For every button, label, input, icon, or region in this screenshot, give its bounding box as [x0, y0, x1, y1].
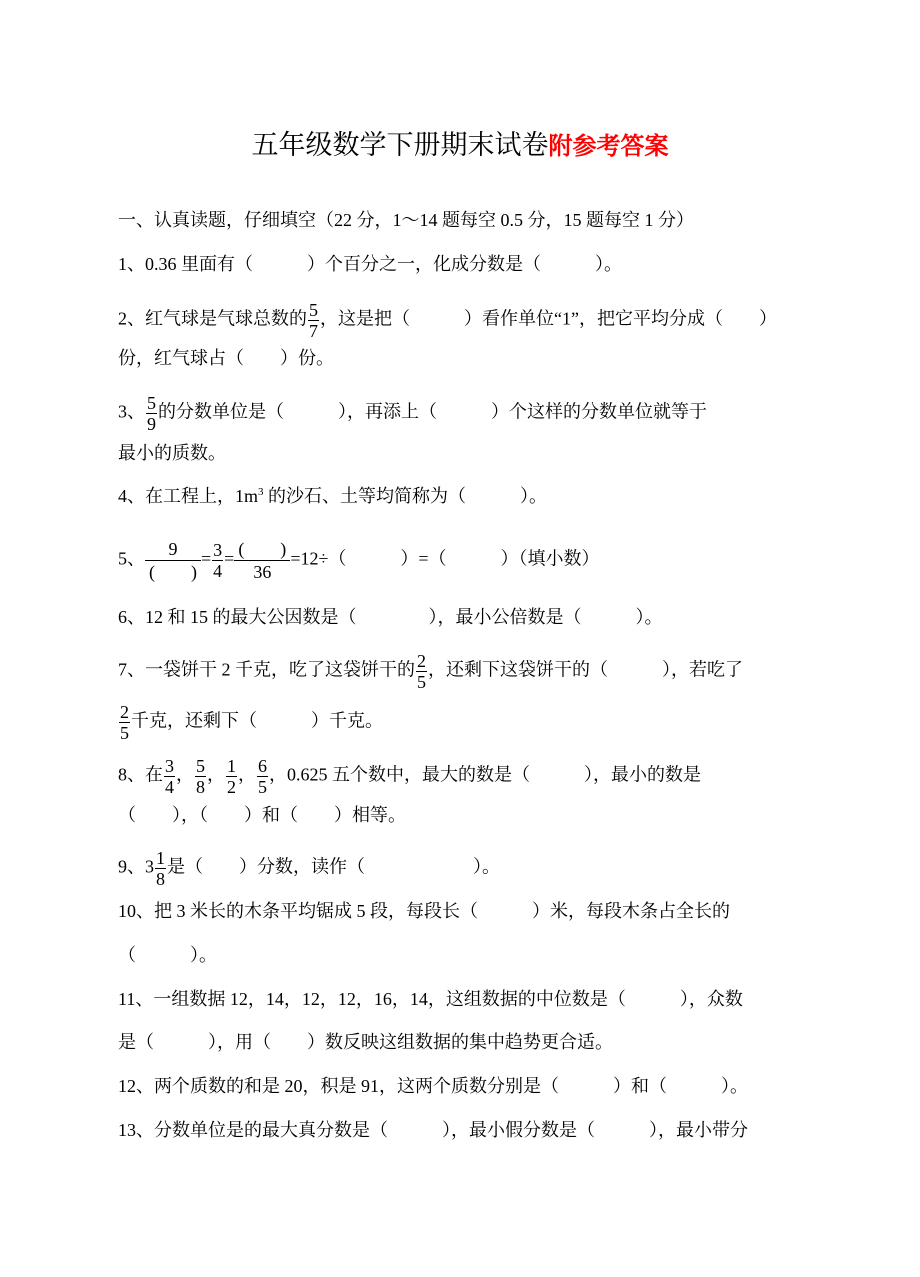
question-11-line2: 是（ ），用（ ）数反映这组数据的集中趋势更合适。 — [118, 1032, 613, 1052]
question-3-line1: 3、 $\frac{5}{9}$ 的分数单位是（ ），再添上（ ）个这样的分数单位就等于 — [118, 393, 707, 434]
section-heading: 一、认真读题，仔细填空（22 分，1～14 题每空 0.5 分，15 题每空 1 分） — [118, 210, 694, 230]
fraction-6-5: $\frac{6}{5}$ — [258, 756, 267, 797]
fraction-5-8: $\frac{5}{8}$ — [196, 756, 205, 797]
fraction-2-5: $\frac{2}{5}$ — [417, 651, 426, 692]
title-main: 五年级数学下册期末试卷 — [251, 130, 549, 160]
question-1: 1、0.36 里面有（ ）个百分之一，化成分数是（ ）。 — [118, 254, 622, 274]
question-9: 9、3 $\frac{1}{8}$ 是（ ）分数，读作（ ）。 — [118, 848, 500, 889]
question-13: 13、分数单位是的最大真分数是（ ），最小假分数是（ ），最小带分 — [118, 1120, 748, 1140]
fraction-2-5-kg: $\frac{2}{5}$ — [120, 702, 129, 743]
title-answer-note: 附参考答案 — [548, 134, 669, 160]
question-11-line1: 11、一组数据 12，14，12，12，16，14，这组数据的中位数是（ ），众数 — [118, 989, 743, 1009]
page-title — [0, 128, 920, 164]
fraction-9-blank: $\frac{9}{( )}$ — [145, 538, 201, 583]
question-12: 12、两个质数的和是 20，积是 91，这两个质数分别是（ ）和（ ）。 — [118, 1076, 748, 1096]
question-3-line2: 最小的质数。 — [118, 443, 226, 463]
question-8-line1: 8、在 $\frac{3}{4}$ ， $\frac{5}{8}$ ， $\frac{1}{2}$ ， $\frac{6}{5}$ ，0.625 五个数中，最大的数是（ ），最小的数是 — [118, 756, 701, 797]
question-2-line2: 份，红气球占（ ）份。 — [118, 348, 334, 368]
question-4: 4、在工程上，$1m^3$ 的沙石、土等均简称为（ ）。 — [118, 486, 548, 506]
question-10-line2: （ ）。 — [118, 945, 217, 965]
question-7-line1: 7、一袋饼干 2 千克，吃了这袋饼干的 $\frac{2}{5}$ ，还剩下这袋饼干的（ ），若吃了 — [118, 651, 743, 692]
question-6: 6、12 和 15 的最大公因数是（ ），最小公倍数是（ ）。 — [118, 607, 663, 627]
question-7-line2: $\frac{2}{5}$ 千克，还剩下（ ）千克。 — [120, 702, 383, 743]
fraction-1-8: $\frac{1}{8}$ — [156, 848, 165, 889]
fraction-3-4: $\frac{3}{4}$ — [213, 540, 223, 581]
fraction-blank-36: $\frac{( )}{36}$ — [234, 538, 290, 583]
fraction-1-2: $\frac{1}{2}$ — [227, 756, 236, 797]
fraction-5-9: $\frac{5}{9}$ — [147, 393, 156, 434]
question-5: 5、 $\frac{9}{( )}$ = $\frac{3}{4}$ = $\frac{( )}{36}$ =12÷（ ）=（ ）（填小数） — [118, 539, 600, 582]
question-8-line2: （ ），（ ）和（ ）相等。 — [118, 805, 406, 825]
fraction-5-7: $\frac{5}{7}$ — [309, 300, 318, 341]
question-2-line1: 2、红气球是气球总数的 $\frac{5}{7}$ ，这是把（ ）看作单位“1”，把它平均分成（ ） — [118, 300, 777, 341]
fraction-3-4-b: $\frac{3}{4}$ — [165, 756, 174, 797]
question-10-line1: 10、把 3 米长的木条平均锯成 5 段，每段长（ ）米，每段木条占全长的 — [118, 901, 730, 921]
